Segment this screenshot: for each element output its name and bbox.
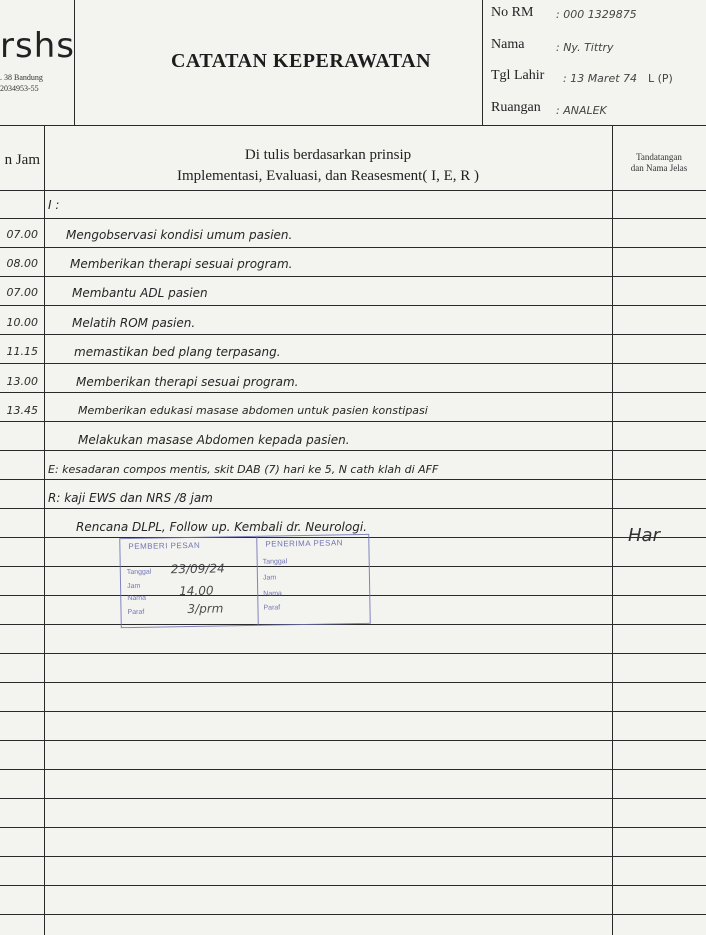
hospital-logo: rshs xyxy=(0,26,75,66)
column-header-main-line1: Di tulis berdasarkan prinsip xyxy=(244,147,412,163)
entry-text: Memberikan therapi sesuai program. xyxy=(70,257,293,271)
entry-text: Memberikan edukasi masase abdomen untuk pasien konstipasi xyxy=(78,404,428,417)
header-bottom-border xyxy=(0,125,706,126)
stamp-left-paraf-label: Paraf xyxy=(127,608,145,617)
column-header-jam: n Jam xyxy=(4,152,40,168)
hospital-address-line2: 2034953-55 xyxy=(0,84,39,93)
stamp-column-divider xyxy=(256,537,259,625)
tgl-lahir-value: : 13 Maret 74 xyxy=(563,72,638,85)
stamp-left-paraf-value: 3/prm xyxy=(187,601,224,617)
entry-text: Rencana DLPL, Follow up. Kembali dr. Neurologi. xyxy=(76,520,367,534)
stamp-left-nama-label: Nama xyxy=(127,594,147,603)
entry-text: Mengobservasi kondisi umum pasien. xyxy=(66,228,293,242)
ruled-line xyxy=(0,740,706,741)
form-title: CATATAN KEPERAWATAN xyxy=(170,50,432,72)
sex-value: L (P) xyxy=(648,72,673,85)
entry-text: R: kaji EWS dan NRS /8 jam xyxy=(48,491,213,505)
ruled-line xyxy=(0,305,706,306)
ruled-line xyxy=(0,450,706,451)
entry-text: E: kesadaran compos mentis, skit DAB (7) hari ke 5, N cath klah di AFF xyxy=(48,463,439,476)
stamp-left-jam-label: Jam xyxy=(127,582,141,591)
hospital-address-line1: . 38 Bandung xyxy=(0,73,43,82)
column-header-signature xyxy=(612,152,706,174)
ruled-line xyxy=(0,827,706,828)
entry-time: 10.00 xyxy=(6,316,38,329)
stamp-right-paraf-label: Paraf xyxy=(263,604,281,612)
entry-time: 07.00 xyxy=(6,286,38,299)
no-rm-value: : 000 1329875 xyxy=(556,8,637,21)
ruled-line xyxy=(0,798,706,799)
entry-text: Memberikan therapi sesuai program. xyxy=(76,375,299,389)
entry-text: Melatih ROM pasien. xyxy=(72,316,196,330)
stamp-left-tanggal-label: Tanggal xyxy=(126,568,152,577)
ruled-line xyxy=(0,363,706,364)
message-stamp xyxy=(119,534,371,628)
stamp-right-nama-label: Nama xyxy=(263,590,282,598)
ruled-line xyxy=(0,392,706,393)
column-header-main-line2: Implementasi, Evaluasi, dan Reasesment( I, E, R ) xyxy=(177,168,479,184)
column-header-main xyxy=(44,145,612,187)
entry-time: 11.15 xyxy=(6,345,38,358)
ruled-line xyxy=(0,479,706,480)
nama-label: Nama xyxy=(491,37,525,52)
stamp-right-tanggal-label: Tanggal xyxy=(262,558,288,566)
ruangan-value: : ANALEK xyxy=(556,104,607,117)
ruled-line xyxy=(0,769,706,770)
entry-time: 08.00 xyxy=(6,257,38,270)
ruled-line xyxy=(0,856,706,857)
entry-time: 07.00 xyxy=(6,228,38,241)
nama-value: : Ny. Tittry xyxy=(556,41,614,54)
ruled-line xyxy=(0,247,706,248)
ruled-line xyxy=(0,276,706,277)
ruled-line xyxy=(0,334,706,335)
ruled-line xyxy=(0,711,706,712)
ruled-line xyxy=(0,508,706,509)
entry-time: 13.00 xyxy=(6,375,38,388)
ruled-line xyxy=(0,218,706,219)
stamp-right-title: PENERIMA PESAN xyxy=(265,538,344,549)
stamp-right-jam-label: Jam xyxy=(262,574,277,582)
column-header-signature-line1: Tandatangan xyxy=(636,152,682,162)
header-divider-right xyxy=(482,0,483,125)
table-header-bottom-border xyxy=(0,190,706,191)
ruangan-label: Ruangan xyxy=(491,100,541,115)
ruled-line xyxy=(0,914,706,915)
ruled-line xyxy=(0,885,706,886)
stamp-left-jam-value: 14.00 xyxy=(179,583,214,599)
no-rm-label: No RM xyxy=(491,5,534,20)
ruled-line xyxy=(0,653,706,654)
tgl-lahir-label: Tgl Lahir xyxy=(491,68,545,83)
entry-text: Melakukan masase Abdomen kepada pasien. xyxy=(78,433,350,447)
nurse-signature: Har xyxy=(628,525,660,546)
ruled-line xyxy=(0,682,706,683)
entry-text: memastikan bed plang terpasang. xyxy=(74,345,281,359)
ruled-line xyxy=(0,421,706,422)
stamp-left-tanggal-value: 23/09/24 xyxy=(170,561,225,577)
stamp-left-title: PEMBERI PESAN xyxy=(128,540,201,552)
entry-time: 13.45 xyxy=(6,404,38,417)
entry-text: I : xyxy=(48,198,60,212)
entry-text: Membantu ADL pasien xyxy=(72,286,208,300)
column-header-signature-line2: dan Nama Jelas xyxy=(630,163,688,173)
ruled-line xyxy=(0,624,706,625)
